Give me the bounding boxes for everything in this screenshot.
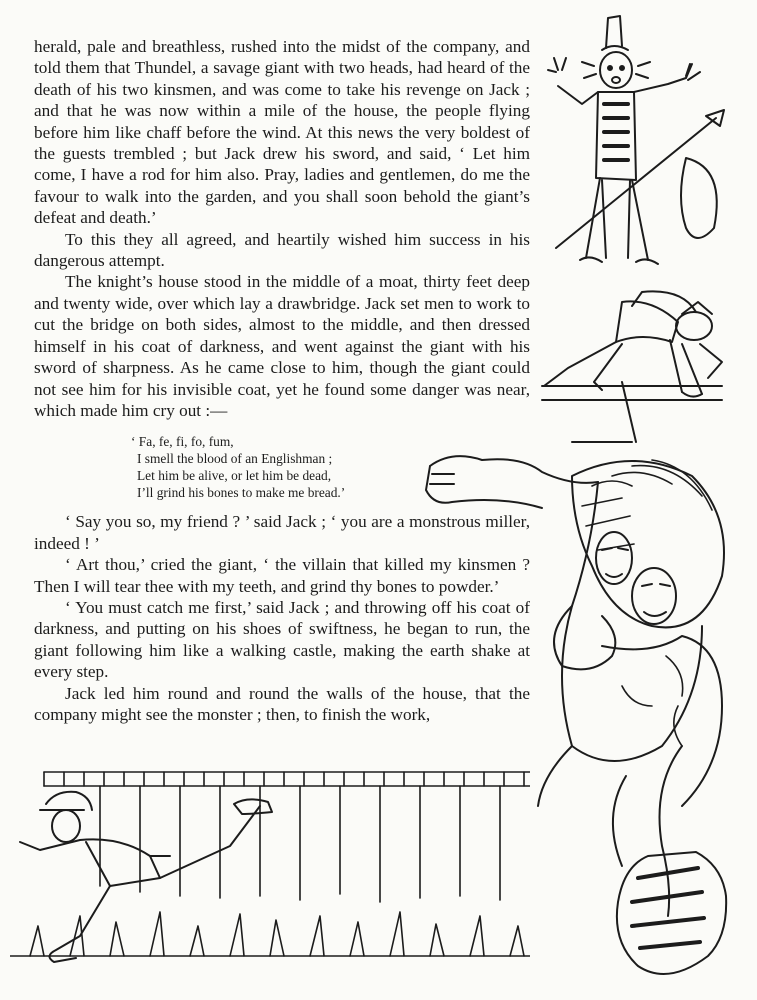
wall-and-jack-illustration — [10, 766, 530, 980]
paragraph: ‘ Say you so, my friend ? ’ said Jack ; ‘ you are a monstrous miller, indeed ! ’ — [34, 512, 530, 553]
paragraph: ‘ You must catch me first,’ said Jack ; and throwing off his coat of darkness, and putting on his shoes of swiftness, he began to run, the giant following him like a walking castle, making the earth shake at every step. — [34, 597, 530, 682]
verse-line: I smell the blood of an Englishman ; — [137, 451, 333, 467]
jack-on-bridge-illustration — [532, 282, 728, 452]
paragraph: ‘ Art thou,’ cried the giant, ‘ the villain that killed my kinsmen ? Then I will tear thee with my teeth, and grind thy bones to powder.’ — [34, 555, 530, 596]
verse-line: I’ll grind his bones to make me bread.’ — [137, 485, 346, 501]
herald-illustration — [536, 8, 732, 280]
verse-line: ‘ Fa, fe, fi, fo, fum, — [131, 434, 234, 450]
paragraph: herald, pale and breathless, rushed into the midst of the company, and told them that Thundel, a savage giant with two heads, had heard of the death of his two kinsmen, and was come to take his revenge on Jack ; and that he was now within a mile of the house, the people flying before him like chaff before the wind. At this news the very boldest of the guests trembled ; but Jack drew his sword, and said, ‘ Let him come, I have a rod for him also. Pray, ladies and gentlemen, do me the favour to walk into the garden, and you shall soon behold the giant’s defeat and death.’ — [34, 37, 530, 228]
paragraph: Jack led him round and round the walls of the house, that the company might see the monster ; then, to finish the work, — [34, 683, 530, 724]
paragraph: The knight’s house stood in the middle of a moat, thirty feet deep and twenty wide, over which lay a drawbridge. Jack set men to work to cut the bridge on both sides, almost to the middle, and then dressed himself in his coat of darkness, and went against the giant with his sword of sharpness. As he came close to him, though the giant could not see him for his invisible coat, yet he found some danger was near, which made him cry out :— — [34, 272, 530, 420]
paragraph: To this they all agreed, and heartily wished him success in his dangerous attempt. — [34, 229, 530, 271]
verse-line: Let him be alive, or let him be dead, — [137, 468, 332, 484]
